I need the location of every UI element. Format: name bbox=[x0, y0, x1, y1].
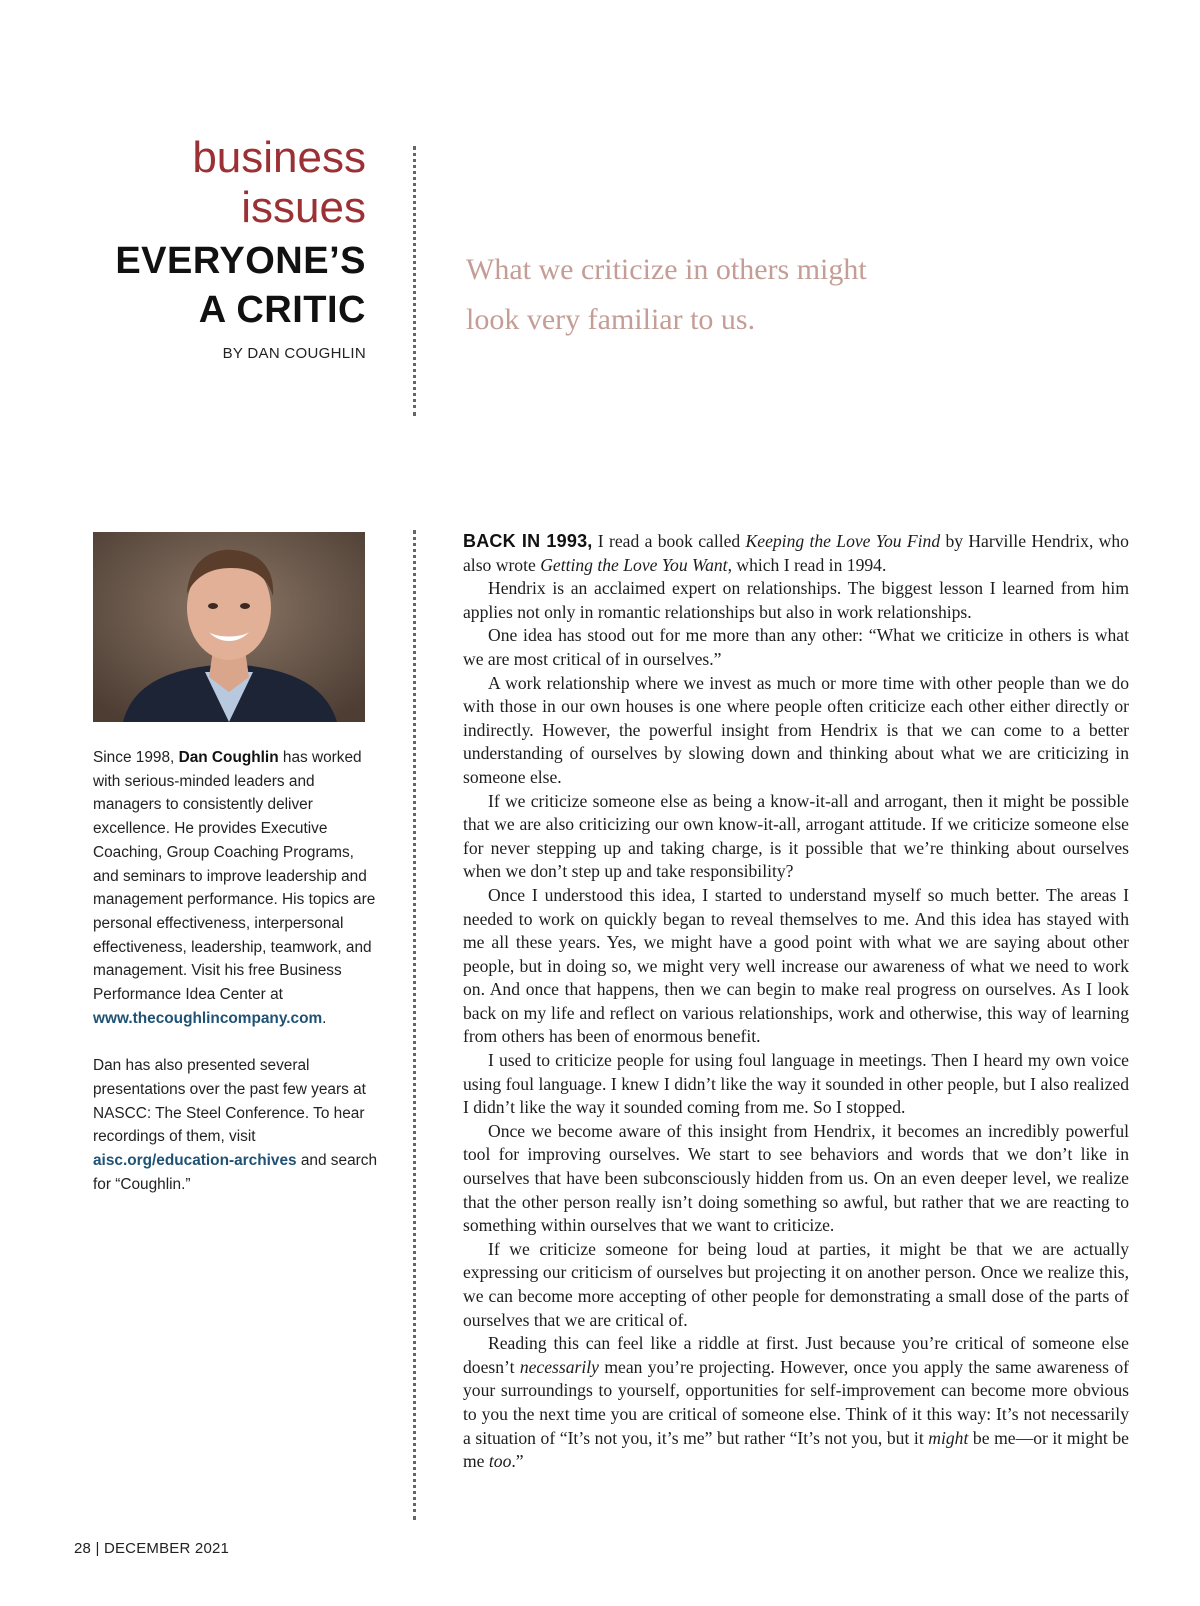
body-text: , which I read in 1994. bbox=[727, 554, 887, 575]
author-photo bbox=[93, 532, 365, 722]
section-kicker bbox=[60, 133, 366, 233]
article-paragraph-7: I used to criticize people for using foul language in meetings. Then I heard my own voice using foul language. I knew I didn’t like the way it sounded in other people, but I also realized I didn’t like the way it sounded coming from me. So I stopped. bbox=[463, 1050, 1129, 1118]
article-paragraph-6: Once I understood this idea, I started to understand myself so much better. The areas I needed to work on quickly began to reveal themselves to me. And this idea has stayed with me all these years. Yes, we might have a good point with what we are saying about other people, but in doing so, we might very well increase our awareness of what we need to work on. And once that happens, then we can begin to make real progress on ourselves. As I look back on my life and reflect on various relationships, work and otherwise, this way of learning from others has been of enormous benefit. bbox=[463, 884, 1129, 1047]
dotted-divider-bottom bbox=[413, 530, 416, 1520]
article-paragraph-10 bbox=[463, 1332, 1129, 1474]
article-paragraph-2: Hendrix is an acclaimed expert on relationships. The biggest lesson I learned from him applies not only in romantic relationships but also in work relationships. bbox=[463, 578, 1129, 622]
author-name: Dan Coughlin bbox=[178, 749, 279, 766]
bio-paragraph-2 bbox=[93, 1054, 383, 1196]
aisc-archives-link[interactable]: aisc.org/education-archives bbox=[93, 1151, 297, 1169]
bio-text: Dan has also presented several presentations over the past few years at NASCC: The Steel Conference. To hear recordings of them, visit bbox=[93, 1057, 366, 1146]
article-paragraph-5: If we criticize someone else as being a know-it-all and arrogant, then it might be possible that we are also criticizing our own know-it-all, arrogant attitude. If we criticize someone else for never stepping up and taking charge, is it possible that we’re thinking about ourselves when we don’t step up and take responsibility? bbox=[463, 790, 1129, 882]
article-paragraph-8: Once we become aware of this insight from Hendrix, it becomes an incredibly powerful tool for improving ourselves. We start to see behaviors and words that we don’t like in ourselves that have been subconsciously hidden from us. On an even deeper level, we realize that the other person really isn’t doing something so awful, but rather that we are reacting to something within ourselves that we want to criticize. bbox=[463, 1120, 1129, 1236]
article-paragraph-4: A work relationship where we invest as much or more time with other people than we do with those in our own houses is one where people often criticize each other either directly or indirectly. However, the powerful insight from Hendrix is that we can come to a better understanding of ourselves by slowing down and thinking about what we are criticizing in someone else. bbox=[463, 672, 1129, 787]
company-website-link[interactable]: www.thecoughlincompany.com bbox=[93, 1009, 323, 1027]
body-text: I read a book called bbox=[592, 531, 746, 551]
author-bio bbox=[93, 746, 383, 1220]
article-paragraph-3: One idea has stood out for me more than any other: “What we criticize in others is what we are most critical of in ourselves.” bbox=[463, 625, 1129, 669]
body-text: be me—or it might be me bbox=[463, 1427, 1129, 1472]
emphasis: necessarily bbox=[519, 1356, 599, 1377]
article-header bbox=[60, 133, 366, 362]
book-title: Keeping the Love You Find bbox=[745, 531, 941, 551]
dotted-divider-top bbox=[413, 146, 416, 416]
author-portrait-image bbox=[93, 532, 365, 722]
bio-text: Since 1998, bbox=[93, 749, 179, 766]
article-paragraph-1 bbox=[463, 530, 1129, 577]
lead-in: BACK IN 1993, bbox=[463, 531, 593, 551]
deck-line-2: look very familiar to us. bbox=[466, 303, 756, 336]
page-footer bbox=[74, 1540, 229, 1557]
kicker-line-2: issues bbox=[241, 183, 366, 232]
body-text: .” bbox=[511, 1451, 524, 1472]
deck-line-1: What we criticize in others might bbox=[466, 253, 867, 286]
article-deck bbox=[466, 245, 986, 345]
bio-text: has worked with serious-minded leaders and managers to consistently deliver excellence. He provides Executive Coaching, Group Coaching Programs, and seminars to improve leadership and management performance. His topics are personal effectiveness, interpersonal effectiveness, leadership, teamwork, and management. Visit his free Business Performance Idea Center at bbox=[93, 749, 376, 1004]
issue-date: DECEMBER 2021 bbox=[103, 1540, 230, 1557]
article-paragraph-9: If we criticize someone for being loud at parties, it might be that we are actually expressing our criticism of ourselves but projecting it on another person. Once we realize this, we can become more accepting of other people for demonstrating a small dose of the parts of ourselves that we are critical of. bbox=[463, 1238, 1129, 1330]
title-line-1: EVERYONE’S bbox=[115, 240, 366, 282]
emphasis: might bbox=[928, 1427, 969, 1448]
article-title bbox=[60, 237, 366, 335]
footer-separator: | bbox=[91, 1540, 104, 1557]
kicker-line-1: business bbox=[192, 133, 366, 182]
title-line-2: A CRITIC bbox=[198, 289, 366, 331]
body-text: mean you’re projecting. However, once you apply the same awareness of your surroundings to yourself, opportunities for self-improvement can become more obvious to you the next time you are critical of someone else. Think of it this way: It’s not necessarily a situation of “It’s not you, it’s me” but rather “It’s not you, but it bbox=[463, 1356, 1129, 1448]
book-title: Getting the Love You Want bbox=[540, 554, 728, 575]
body-text: Reading this can feel like a riddle at first. Just because you’re critical of someone else doesn’t bbox=[463, 1333, 1129, 1377]
bio-text: and search for “Coughlin.” bbox=[93, 1151, 378, 1193]
page-number: 28 bbox=[74, 1540, 92, 1557]
body-text: by Harville Hendrix, who also wrote bbox=[463, 531, 1129, 575]
byline: BY DAN COUGHLIN bbox=[222, 345, 366, 362]
bio-text: . bbox=[322, 1009, 327, 1027]
emphasis: too bbox=[488, 1451, 512, 1472]
article-body bbox=[463, 530, 1129, 1474]
bio-paragraph-1 bbox=[93, 746, 383, 1030]
